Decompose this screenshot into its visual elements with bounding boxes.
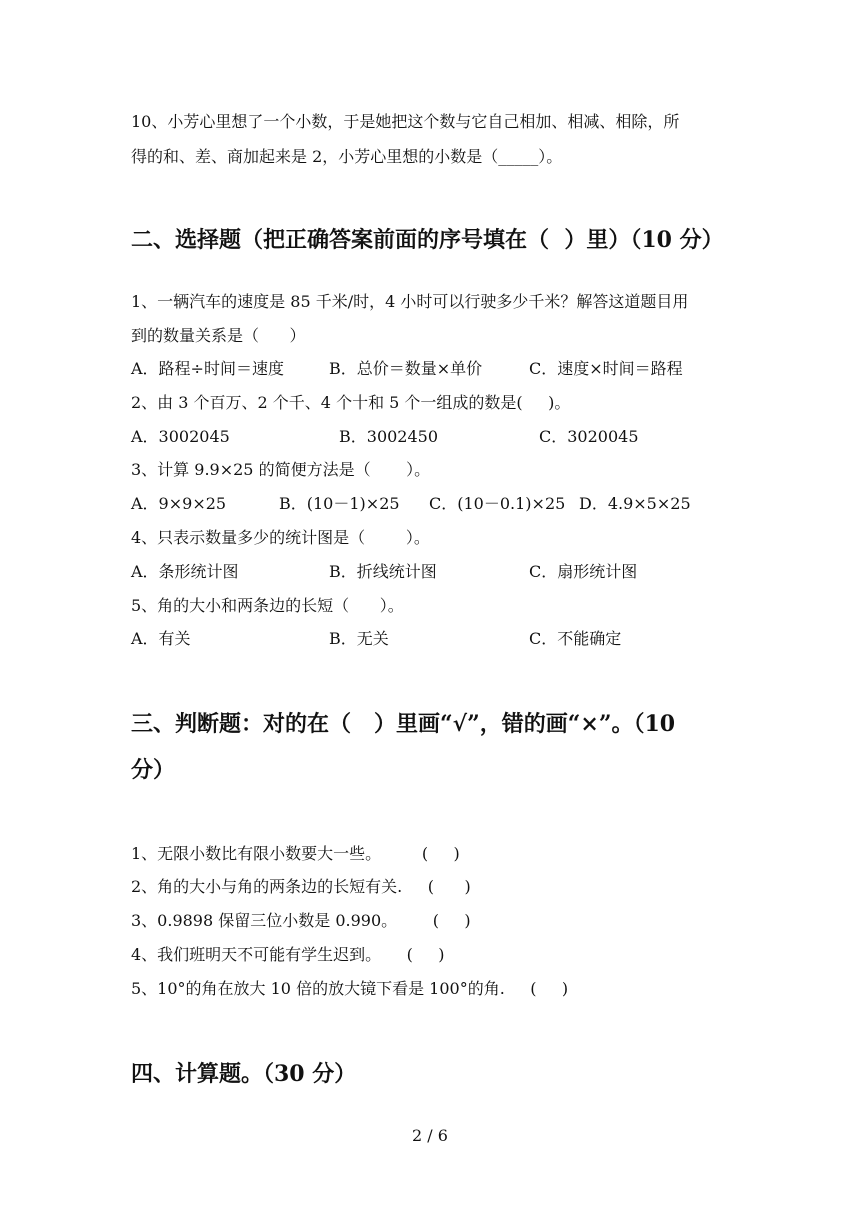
s3-item-2: 2、角的大小与角的两条边的长短有关. ( ) <box>131 877 471 896</box>
s2-q1-line-1: 1、一辆汽车的速度是 85 千米/时，4 小时可以行驶多少千米？解答这道题目用 <box>131 292 689 311</box>
s2-q1-option-b: B．总价＝数量×单价 <box>329 359 483 378</box>
s2-q2-option-a: A．3002045 <box>131 427 230 446</box>
s2-q5-option-a: A．有关 <box>131 629 191 648</box>
s2-q1-option-a: A．路程÷时间＝速度 <box>131 359 284 378</box>
s3-item-5: 5、10°的角在放大 10 倍的放大镜下看是 100°的角. ( ) <box>131 979 569 998</box>
s2-q4-option-a: A．条形统计图 <box>131 562 239 581</box>
section2-heading: 二、选择题（把正确答案前面的序号填在（ ）里）（10 分） <box>131 227 724 253</box>
s2-q3-line-1: 3、计算 9.9×25 的简便方法是（ ）。 <box>131 460 431 479</box>
s2-q1-line-2: 到的数量关系是（ ） <box>131 326 306 345</box>
s3-item-3: 3、0.9898 保留三位小数是 0.990。 ( ) <box>131 911 471 930</box>
section4-heading: 四、计算题。（30 分） <box>131 1061 357 1087</box>
s2-q5-option-c: C．不能确定 <box>529 629 622 648</box>
s2-q1-option-c: C．速度×时间＝路程 <box>529 359 683 378</box>
s2-q2-line-1: 2、由 3 个百万、2 个千、4 个十和 5 个一组成的数是( )。 <box>131 393 571 412</box>
s2-q4-option-c: C．扇形统计图 <box>529 562 638 581</box>
s2-q2-option-c: C．3020045 <box>539 427 639 446</box>
s2-q5-option-b: B．无关 <box>329 629 389 648</box>
q10-line-1: 10、小芳心里想了一个小数，于是她把这个数与它自己相加、相减、相除，所 <box>131 112 680 131</box>
s2-q3-option-c: C．(10－0.1)×25 <box>429 494 566 513</box>
s2-q3-option-d: D．4.9×5×25 <box>579 494 691 513</box>
s3-item-1: 1、无限小数比有限小数要大一些。 ( ) <box>131 844 460 863</box>
s2-q4-option-b: B．折线统计图 <box>329 562 437 581</box>
section3-heading-line-2: 分） <box>131 757 176 783</box>
s2-q4-line-1: 4、只表示数量多少的统计图是（ ）。 <box>131 528 430 547</box>
q10-line-2: 得的和、差、商加起来是 2，小芳心里想的小数是（_____）。 <box>131 147 563 166</box>
page-number: 2 / 6 <box>412 1126 448 1145</box>
section3-heading-line-1: 三、判断题：对的在（ ）里画“√”，错的画“×”。（10 <box>131 711 676 737</box>
s2-q3-option-a: A．9×9×25 <box>131 494 227 513</box>
s3-item-4: 4、我们班明天不可能有学生迟到。 ( ) <box>131 945 445 964</box>
s2-q3-option-b: B．(10－1)×25 <box>279 494 400 513</box>
s2-q2-option-b: B．3002450 <box>339 427 439 446</box>
s2-q5-line-1: 5、角的大小和两条边的长短（ ）。 <box>131 596 404 615</box>
